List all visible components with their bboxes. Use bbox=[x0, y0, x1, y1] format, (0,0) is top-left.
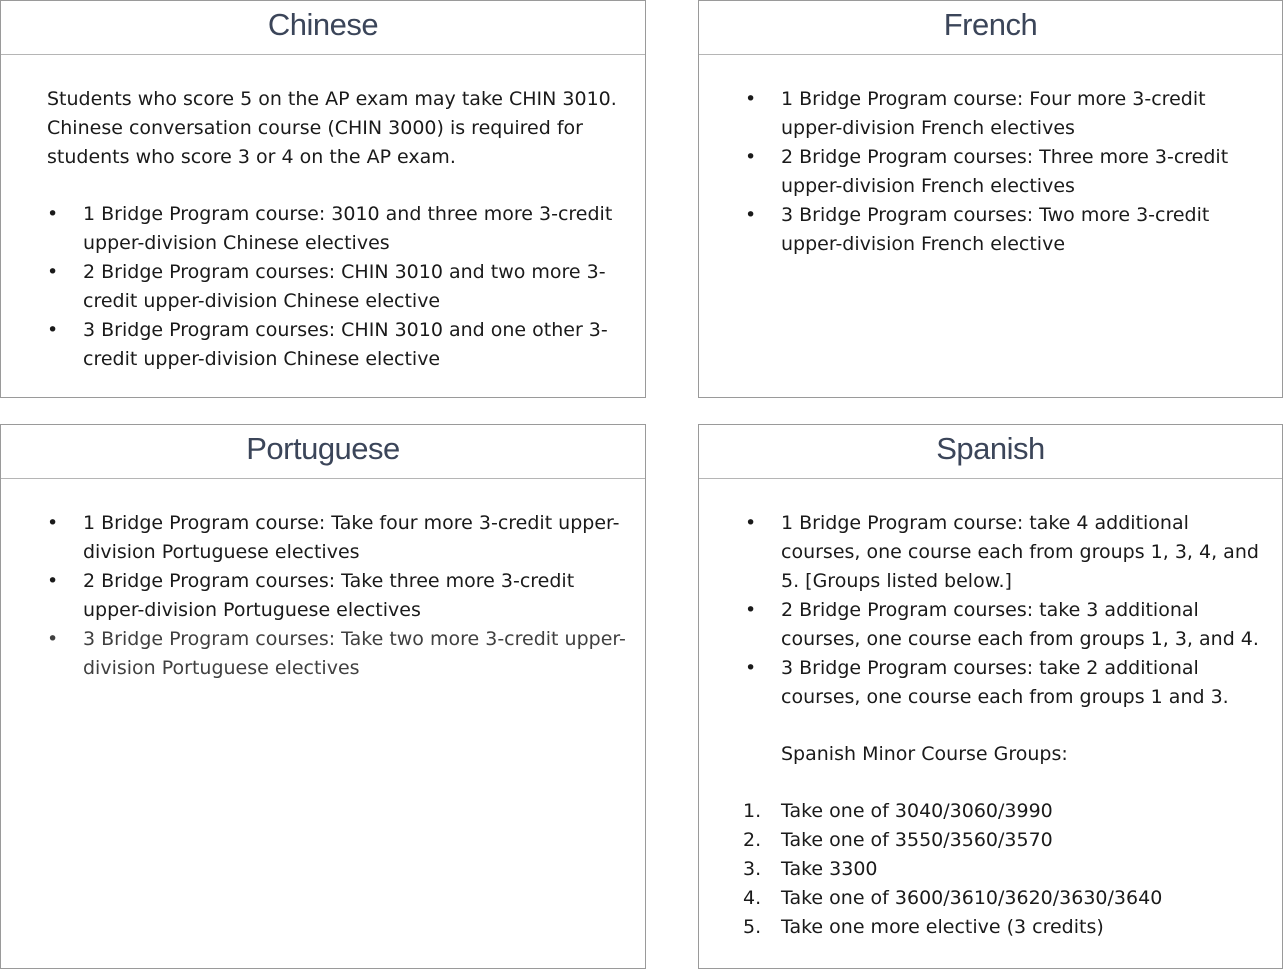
spanish-groups-list bbox=[745, 797, 1272, 942]
list-item-text: Take 3300 bbox=[781, 858, 878, 880]
portuguese-title: Portuguese bbox=[1, 425, 645, 479]
list-number: 3. bbox=[743, 858, 762, 880]
bullet-icon: • bbox=[745, 512, 757, 534]
list-item-text: 3 Bridge Program courses: Take two more 3-credit upper-division Portuguese electives bbox=[83, 628, 626, 679]
french-card bbox=[698, 0, 1283, 398]
portuguese-body bbox=[1, 479, 645, 683]
list-item-text: 3 Bridge Program courses: take 2 additional courses, one course each from groups 1 and 3. bbox=[781, 657, 1229, 708]
list-item bbox=[745, 596, 1272, 654]
list-number: 4. bbox=[743, 887, 762, 909]
list-item bbox=[745, 201, 1272, 259]
list-item-text: 3 Bridge Program courses: CHIN 3010 and one other 3-credit upper-division Chinese elective bbox=[83, 319, 608, 370]
chinese-intro: Students who score 5 on the AP exam may take CHIN 3010. Chinese conversation course (CHIN 3000) is required for students who score 3 or 4 on the AP exam. bbox=[47, 88, 617, 168]
list-number: 1. bbox=[743, 800, 762, 822]
bullet-icon: • bbox=[47, 203, 59, 225]
list-item-text: 1 Bridge Program course: 3010 and three more 3-credit upper-division Chinese electives bbox=[83, 203, 613, 254]
list-item bbox=[745, 884, 1272, 913]
bullet-icon: • bbox=[745, 599, 757, 621]
list-item-text: 3 Bridge Program courses: Two more 3-credit upper-division French elective bbox=[781, 204, 1210, 255]
list-item-text: 1 Bridge Program course: Take four more 3-credit upper-division Portuguese electives bbox=[83, 512, 620, 563]
list-item bbox=[745, 509, 1272, 596]
list-item bbox=[47, 316, 635, 374]
list-item bbox=[47, 509, 635, 567]
list-item bbox=[745, 143, 1272, 201]
spanish-bullet-list bbox=[745, 509, 1272, 712]
list-item-text: 2 Bridge Program courses: Take three more 3-credit upper-division Portuguese electives bbox=[83, 570, 575, 621]
bullet-icon: • bbox=[745, 146, 757, 168]
list-number: 2. bbox=[743, 829, 762, 851]
list-number: 5. bbox=[743, 916, 762, 938]
list-item-text: Take one of 3600/3610/3620/3630/3640 bbox=[781, 887, 1163, 909]
chinese-bullet-list bbox=[47, 200, 635, 374]
bullet-icon: • bbox=[47, 570, 59, 592]
list-item bbox=[47, 258, 635, 316]
list-item-text: 2 Bridge Program courses: Three more 3-credit upper-division French electives bbox=[781, 146, 1229, 197]
chinese-card bbox=[0, 0, 646, 398]
french-title: French bbox=[699, 1, 1282, 55]
bullet-icon: • bbox=[47, 512, 59, 534]
bullet-icon: • bbox=[47, 261, 59, 283]
list-item bbox=[745, 654, 1272, 712]
spanish-title: Spanish bbox=[699, 425, 1282, 479]
spanish-groups-heading: Spanish Minor Course Groups: bbox=[781, 743, 1068, 765]
list-item bbox=[47, 567, 635, 625]
list-item-text: Take one more elective (3 credits) bbox=[781, 916, 1104, 938]
spanish-body bbox=[699, 479, 1282, 942]
bullet-icon: • bbox=[47, 319, 59, 341]
list-item bbox=[745, 826, 1272, 855]
list-item-text: 1 Bridge Program course: Four more 3-credit upper-division French electives bbox=[781, 88, 1206, 139]
spanish-card bbox=[698, 424, 1283, 969]
list-item bbox=[745, 913, 1272, 942]
list-item-text: Take one of 3040/3060/3990 bbox=[781, 800, 1053, 822]
list-item bbox=[745, 855, 1272, 884]
list-item-text: 2 Bridge Program courses: CHIN 3010 and two more 3-credit upper-division Chinese elective bbox=[83, 261, 606, 312]
bullet-icon: • bbox=[47, 628, 59, 650]
list-item bbox=[745, 797, 1272, 826]
bullet-icon: • bbox=[745, 657, 757, 679]
chinese-body bbox=[1, 55, 645, 374]
portuguese-card bbox=[0, 424, 646, 969]
french-bullet-list bbox=[745, 85, 1272, 259]
list-item-text: 1 Bridge Program course: take 4 additional courses, one course each from groups 1, 3, 4, and 5. [Groups listed below.] bbox=[781, 512, 1259, 592]
list-item bbox=[745, 85, 1272, 143]
chinese-title: Chinese bbox=[1, 1, 645, 55]
list-item bbox=[47, 200, 635, 258]
list-item-text: Take one of 3550/3560/3570 bbox=[781, 829, 1053, 851]
list-item bbox=[47, 625, 635, 683]
portuguese-bullet-list bbox=[47, 509, 635, 683]
bullet-icon: • bbox=[745, 204, 757, 226]
list-item-text: 2 Bridge Program courses: take 3 additional courses, one course each from groups 1, 3, and 4. bbox=[781, 599, 1259, 650]
french-body bbox=[699, 55, 1282, 259]
bullet-icon: • bbox=[745, 88, 757, 110]
